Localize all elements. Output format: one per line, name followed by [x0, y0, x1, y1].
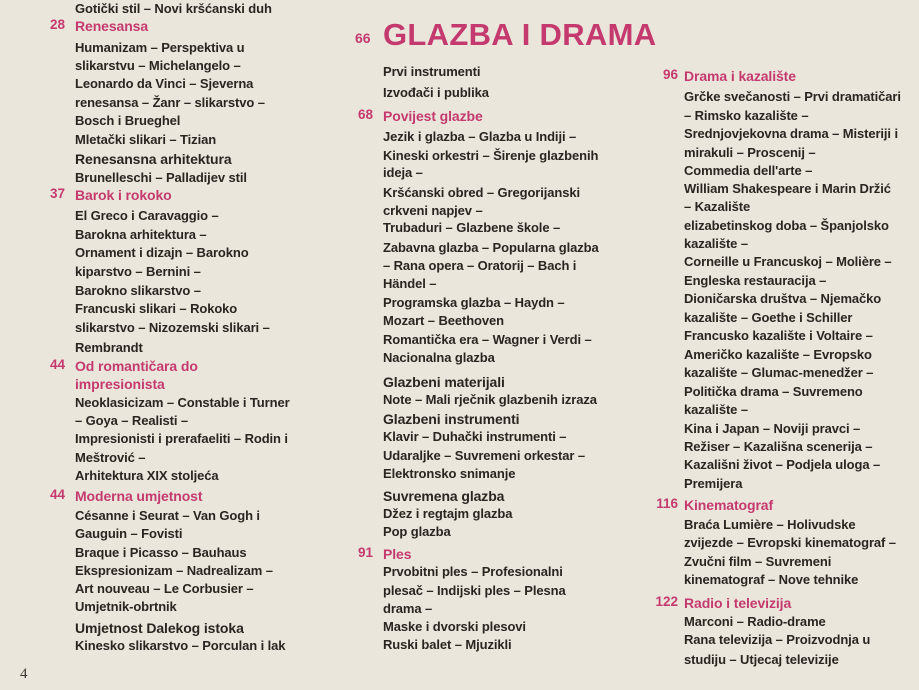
toc-entry: Izvođači i publika [383, 85, 489, 100]
toc-entry: Kinesko slikarstvo – Porculan i lak [75, 638, 286, 653]
toc-entry: Neoklasicizam – Constable i Turner [75, 395, 290, 410]
toc-entry: kiparstvo – Bernini – [75, 264, 201, 279]
toc-entry: Džez i regtajm glazba [383, 506, 513, 521]
toc-heading: Renesansa [75, 18, 149, 34]
toc-heading: Povijest glazbe [383, 108, 483, 124]
toc-entry: kazalište – Goethe i Schiller [684, 310, 853, 325]
toc-entry: Corneille u Francuskoj – Molière – [684, 254, 892, 269]
toc-entry: zvijezde – Evropski kinematograf – [684, 535, 896, 550]
toc-entry: Trubaduri – Glazbene škole – [383, 220, 561, 235]
toc-entry: Marconi – Radio-drame [684, 614, 826, 629]
toc-entry: Rana televizija – Proizvodnja u [684, 632, 871, 647]
toc-page-number: 91 [357, 545, 373, 560]
toc-entry: Gauguin – Fovisti [75, 526, 183, 541]
toc-entry: Umjetnik-obrtnik [75, 599, 177, 614]
toc-entry: Zvučni film – Suvremeni [684, 554, 832, 569]
toc-entry: Kazališni život – Podjela uloga – [684, 457, 881, 472]
toc-subheading: Glazbeni instrumenti [383, 411, 520, 427]
toc-entry: Politička drama – Suvremeno [684, 384, 863, 399]
toc-entry: Francusko kazalište i Voltaire – [684, 328, 873, 343]
toc-entry: Dioničarska društva – Njemačko [684, 291, 882, 306]
toc-entry: – Kazalište [684, 199, 751, 214]
toc-entry: Prvobitni ples – Profesionalni [383, 564, 563, 579]
toc-entry: slikarstvu – Michelangelo – [75, 58, 241, 73]
toc-heading: Drama i kazalište [684, 68, 796, 84]
toc-page-number: 28 [49, 17, 65, 32]
toc-entry: Césanne i Seurat – Van Gogh i [75, 508, 260, 523]
toc-entry: mirakuli – Proscenij – [684, 145, 816, 160]
toc-entry: Arhitektura XIX stoljeća [75, 468, 219, 483]
toc-entry: studiju – Utjecaj televizije [684, 652, 839, 667]
toc-entry: Zabavna glazba – Popularna glazba [383, 240, 599, 255]
toc-subheading: Umjetnost Dalekog istoka [75, 620, 244, 636]
toc-entry: renesansa – Žanr – slikarstvo – [75, 95, 265, 110]
toc-entry: Prvi instrumenti [383, 64, 481, 79]
toc-entry: Engleska restauracija – [684, 273, 827, 288]
toc-entry: ideja – [383, 165, 423, 180]
toc-entry: Meštrović – [75, 450, 146, 465]
toc-heading: impresionista [75, 376, 165, 392]
toc-entry: plesač – Indijski ples – Plesna [383, 583, 566, 598]
toc-entry: Romantička era – Wagner i Verdi – [383, 332, 592, 347]
toc-heading: Barok i rokoko [75, 187, 172, 203]
toc-entry: Rembrandt [75, 340, 143, 355]
toc-entry: Mletački slikari – Tizian [75, 132, 217, 147]
toc-entry: Programska glazba – Haydn – [383, 295, 565, 310]
toc-entry: Jezik i glazba – Glazba u Indiji – [383, 129, 577, 144]
toc-entry: Art nouveau – Le Corbusier – [75, 581, 254, 596]
toc-subheading: Suvremena glazba [383, 488, 505, 504]
page-number: 4 [20, 666, 28, 682]
toc-subheading: Glazbeni materijali [383, 374, 505, 390]
toc-entry: Humanizam – Perspektiva u [75, 40, 245, 55]
section-number: 66 [355, 30, 371, 46]
toc-page-number: 37 [49, 186, 65, 201]
toc-page-number: 44 [49, 357, 65, 372]
toc-entry: Srednjovjekovna drama – Misteriji i [684, 126, 898, 141]
toc-entry: Barokna arhitektura – [75, 227, 207, 242]
toc-entry: Klavir – Duhački instrumenti – [383, 429, 567, 444]
toc-entry: Ornament i dizajn – Barokno [75, 245, 249, 260]
toc-entry: kazalište – [684, 402, 748, 417]
toc-entry: – Goya – Realisti – [75, 413, 188, 428]
toc-entry: – Rimsko kazalište – [684, 108, 809, 123]
toc-entry: Bosch i Brueghel [75, 113, 181, 128]
toc-entry: Kineski orkestri – Širenje glazbenih [383, 148, 599, 163]
toc-entry: – Rana opera – Oratorij – Bach i [383, 258, 577, 273]
toc-entry: Kina i Japan – Noviji pravci – [684, 421, 861, 436]
toc-entry: Francuski slikari – Rokoko [75, 301, 238, 316]
toc-entry: Ruski balet – Mjuzikli [383, 637, 512, 652]
toc-heading: Ples [383, 546, 412, 562]
toc-entry: Elektronsko snimanje [383, 466, 516, 481]
toc-entry: elizabetinskog doba – Španjolsko [684, 218, 889, 233]
toc-entry: Gotički stil – Novi kršćanski duh [75, 1, 272, 16]
toc-entry: Mozart – Beethoven [383, 313, 505, 328]
toc-entry: El Greco i Caravaggio – [75, 208, 219, 223]
toc-entry: Kršćanski obred – Gregorijanski [383, 185, 581, 200]
toc-entry: Barokno slikarstvo – [75, 283, 201, 298]
toc-heading: Kinematograf [684, 497, 774, 513]
toc-page-number: 122 [655, 594, 678, 609]
toc-entry: crkveni napjev – [383, 203, 483, 218]
toc-entry: Režiser – Kazališna scenerija – [684, 439, 873, 454]
toc-entry: Braque i Picasso – Bauhaus [75, 545, 247, 560]
toc-entry: Note – Mali rječnik glazbenih izraza [383, 392, 597, 407]
toc-entry: Grčke svečanosti – Prvi dramatičari [684, 89, 901, 104]
toc-heading: Radio i televizija [684, 595, 792, 611]
toc-entry: Leonardo da Vinci – Sjeverna [75, 76, 254, 91]
toc-page-number: 68 [357, 107, 373, 122]
toc-entry: Maske i dvorski plesovi [383, 619, 526, 634]
toc-entry: Händel – [383, 276, 437, 291]
section-title: GLAZBA I DRAMA [383, 17, 657, 52]
toc-entry: Udaraljke – Suvremeni orkestar – [383, 448, 586, 463]
toc-entry: Američko kazalište – Evropsko [684, 347, 872, 362]
toc-entry: slikarstvo – Nizozemski slikari – [75, 320, 270, 335]
toc-entry: Brunelleschi – Palladijev stil [75, 170, 247, 185]
toc-heading: Moderna umjetnost [75, 488, 203, 504]
toc-heading: Od romantičara do [75, 358, 198, 374]
toc-page-number: 116 [656, 496, 678, 511]
toc-entry: Pop glazba [383, 524, 451, 539]
toc-subheading: Renesansna arhitektura [75, 151, 232, 167]
toc-entry: drama – [383, 601, 433, 616]
toc-entry: kinematograf – Nove tehnike [684, 572, 859, 587]
toc-entry: Premijera [684, 476, 743, 491]
toc-entry: Braća Lumière – Holivudske [684, 517, 856, 532]
toc-entry: Ekspresionizam – Nadrealizam – [75, 563, 273, 578]
toc-entry: William Shakespeare i Marin Držić [684, 181, 891, 196]
toc-entry: Nacionalna glazba [383, 350, 495, 365]
toc-entry: Impresionisti i prerafaeliti – Rodin i [75, 431, 288, 446]
toc-page-number: 44 [49, 487, 65, 502]
toc-entry: kazalište – Glumac-menedžer – [684, 365, 874, 380]
toc-entry: Commedia dell'arte – [684, 163, 813, 178]
toc-entry: kazalište – [684, 236, 748, 251]
toc-page-number: 96 [662, 67, 678, 82]
